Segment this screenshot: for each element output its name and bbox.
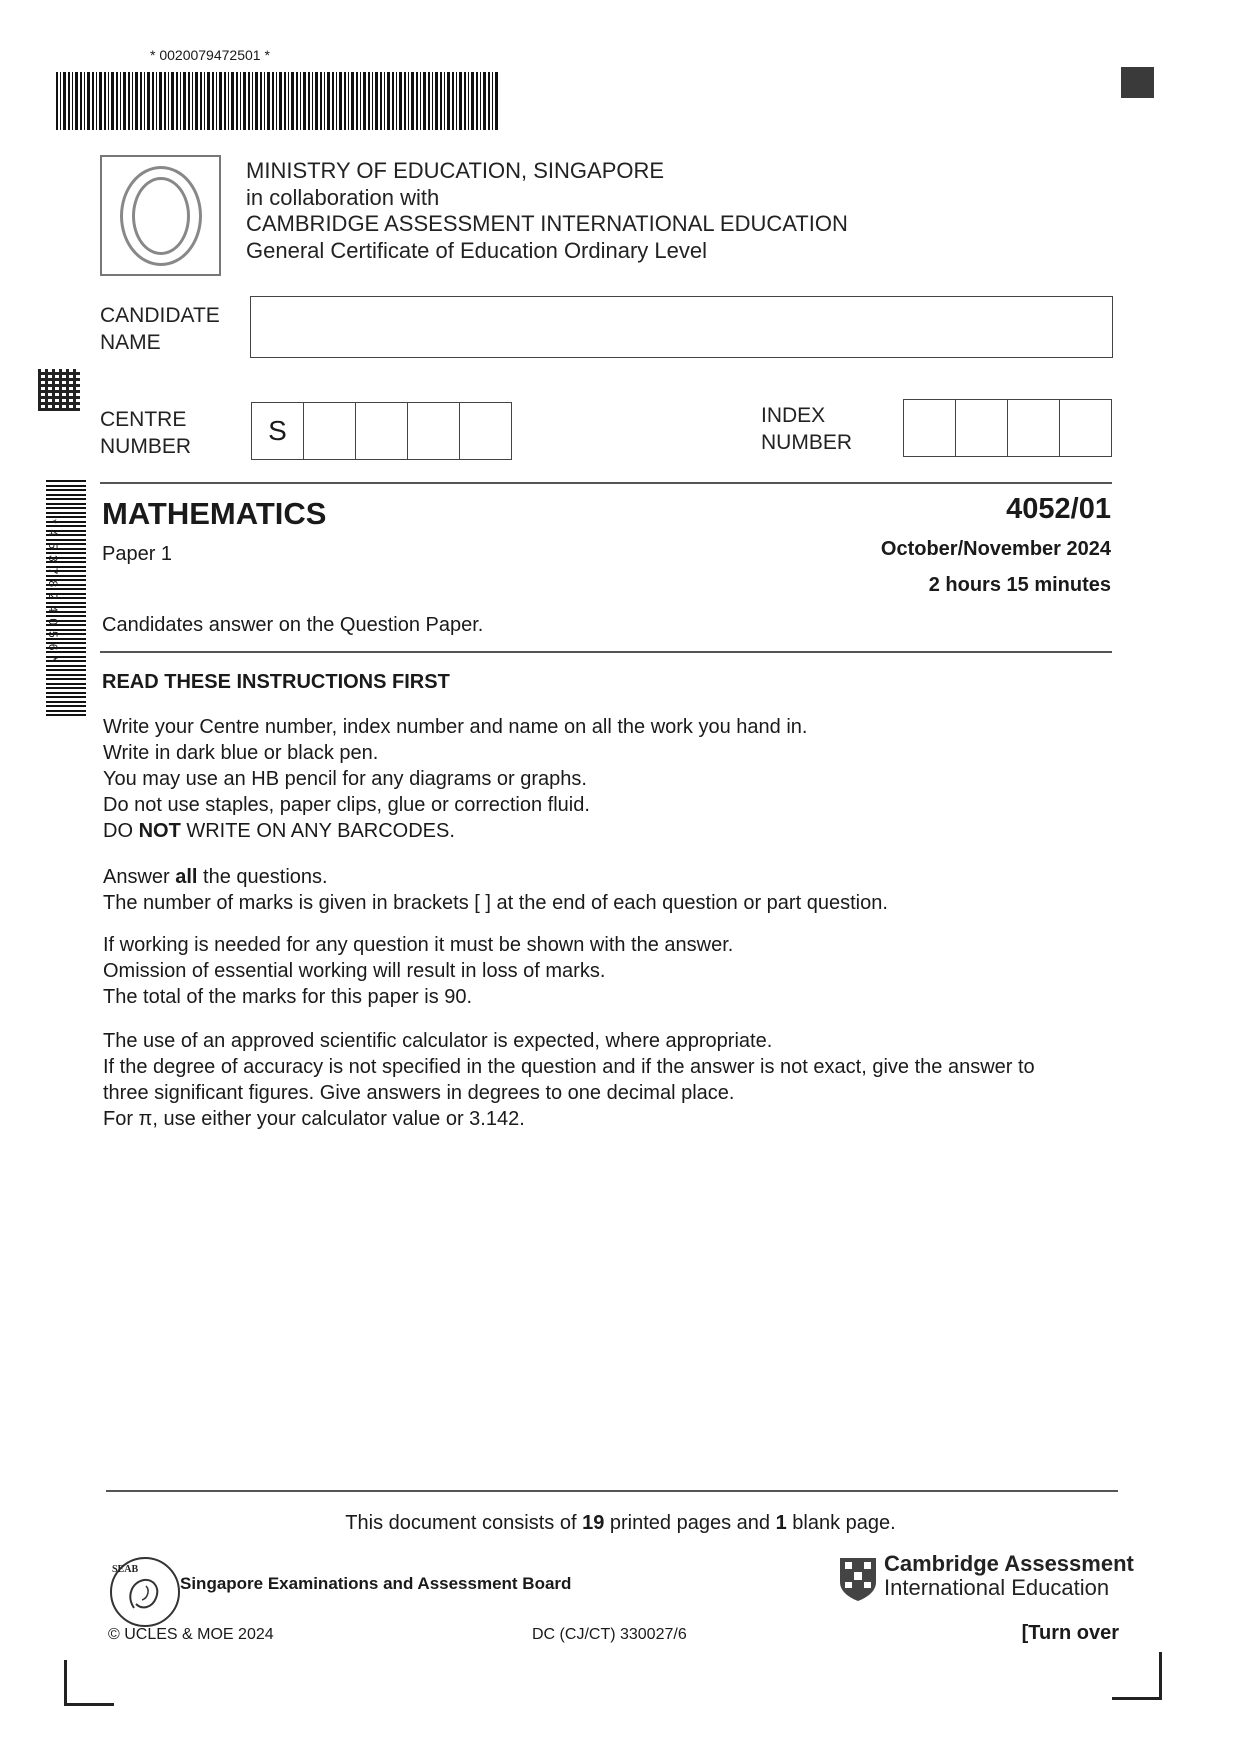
instruction-line: Write in dark blue or black pen. — [103, 742, 379, 764]
instruction-line: The total of the marks for this paper is 90. — [103, 986, 473, 1008]
printed-page-count: 19 — [582, 1512, 605, 1534]
instructions-block-1 — [103, 714, 807, 844]
centre-number-label-line1: CENTRE — [100, 408, 187, 431]
index-number-label-line1: INDEX — [761, 404, 826, 427]
document-reference: DC (CJ/CT) 330027/6 — [532, 1626, 687, 1643]
seab-logo-text: SEAB — [112, 1564, 139, 1575]
page-count-note — [0, 1512, 1241, 1535]
instruction-line: The use of an approved scientific calculator is expected, where appropriate. — [103, 1030, 773, 1052]
cambridge-crest-icon — [838, 1556, 878, 1602]
crop-mark — [1159, 1652, 1162, 1700]
candidate-name-field[interactable] — [250, 296, 1113, 358]
seab-logo-icon — [106, 1552, 184, 1630]
instruction-line: If working is needed for any question it must be shown with the answer. — [103, 934, 734, 956]
candidate-name-label — [100, 302, 220, 356]
exam-duration: 2 hours 15 minutes — [928, 574, 1111, 596]
instruction-text: DO — [103, 820, 139, 842]
centre-number-cell[interactable] — [408, 403, 460, 459]
instruction-line: If the degree of accuracy is not specified in the question and if the answer is not exact, give the answer to — [103, 1056, 1035, 1078]
o-level-logo-icon — [100, 155, 221, 276]
side-barcode — [30, 478, 86, 716]
cambridge-heading: CAMBRIDGE ASSESSMENT INTERNATIONAL EDUCATION — [246, 211, 848, 236]
index-number-cell[interactable] — [1008, 400, 1060, 456]
centre-number-label — [100, 406, 191, 460]
index-number-field[interactable] — [903, 399, 1112, 457]
blank-page-count: 1 — [775, 1512, 787, 1534]
turn-over-note: [Turn over — [1021, 1622, 1119, 1644]
cambridge-name-line1: Cambridge Assessment — [884, 1551, 1134, 1576]
centre-number-cell[interactable] — [356, 403, 408, 459]
instruction-emphasis: NOT — [138, 820, 181, 842]
instruction-text: the questions. — [197, 866, 328, 888]
instruction-line: Write your Centre number, index number and name on all the work you hand in. — [103, 716, 808, 738]
instructions-block-2 — [103, 864, 888, 916]
page-count-text: This document consists of — [345, 1512, 583, 1534]
instruction-line-barcodes — [103, 818, 807, 844]
exam-session: October/November 2024 — [880, 538, 1111, 560]
index-number-cell[interactable] — [956, 400, 1008, 456]
instruction-line: You may use an HB pencil for any diagrams or graphs. — [103, 768, 587, 790]
certificate-heading: General Certificate of Education Ordinary Level — [246, 238, 708, 263]
cambridge-name-line2: International Education — [884, 1575, 1110, 1600]
page-count-text: blank page. — [786, 1512, 896, 1534]
instruction-emphasis: all — [175, 866, 198, 888]
side-barcode-number: *4537824056* — [46, 518, 60, 668]
divider — [106, 1490, 1118, 1492]
instruction-line: three significant figures. Give answers in degrees to one decimal place. — [103, 1082, 735, 1104]
index-number-label-line2: NUMBER — [761, 431, 853, 454]
centre-number-field[interactable] — [251, 402, 512, 460]
seab-name: Singapore Examinations and Assessment Board — [180, 1574, 572, 1593]
crop-mark — [1112, 1697, 1162, 1700]
candidate-name-label-line2: NAME — [100, 331, 161, 354]
centre-number-cell[interactable] — [304, 403, 356, 459]
corner-registration-mark — [1121, 67, 1154, 98]
instruction-text: WRITE ON ANY BARCODES. — [180, 820, 455, 842]
instruction-line-answer — [103, 864, 888, 890]
qr-code-icon — [38, 369, 80, 411]
barcode-id-text: * 0020079472501 * — [150, 47, 270, 63]
subject-title: MATHEMATICS — [102, 496, 327, 531]
paper-code: 4052/01 — [1006, 493, 1111, 525]
answer-note: Candidates answer on the Question Paper. — [102, 614, 484, 636]
barcode — [56, 72, 498, 130]
instruction-line: Omission of essential working will result in loss of marks. — [103, 960, 606, 982]
ministry-heading: MINISTRY OF EDUCATION, SINGAPORE — [246, 158, 665, 183]
divider — [100, 651, 1112, 653]
instruction-line: For π, use either your calculator value or 3.142. — [103, 1108, 525, 1130]
candidate-name-label-line1: CANDIDATE — [100, 304, 220, 327]
instruction-line: Do not use staples, paper clips, glue or correction fluid. — [103, 794, 590, 816]
instructions-heading: READ THESE INSTRUCTIONS FIRST — [102, 671, 450, 693]
divider — [100, 482, 1112, 484]
centre-number-label-line2: NUMBER — [100, 435, 192, 458]
centre-number-cell[interactable] — [460, 403, 511, 459]
crop-mark — [64, 1703, 114, 1706]
copyright: © UCLES & MOE 2024 — [108, 1626, 274, 1643]
page-count-text: printed pages and — [604, 1512, 776, 1534]
paper-label: Paper 1 — [102, 543, 173, 565]
crop-mark — [64, 1660, 67, 1706]
index-number-label — [761, 402, 852, 456]
instructions-block-4 — [103, 1028, 1035, 1132]
instructions-block-3 — [103, 932, 733, 1010]
centre-number-prefix: S — [252, 403, 304, 459]
index-number-cell[interactable] — [1060, 400, 1111, 456]
index-number-cell[interactable] — [904, 400, 956, 456]
cambridge-name — [884, 1552, 1134, 1600]
instruction-line: The number of marks is given in brackets [ ] at the end of each question or part question. — [103, 892, 888, 914]
collaboration-text: in collaboration with — [246, 185, 440, 210]
instruction-text: Answer — [103, 866, 176, 888]
